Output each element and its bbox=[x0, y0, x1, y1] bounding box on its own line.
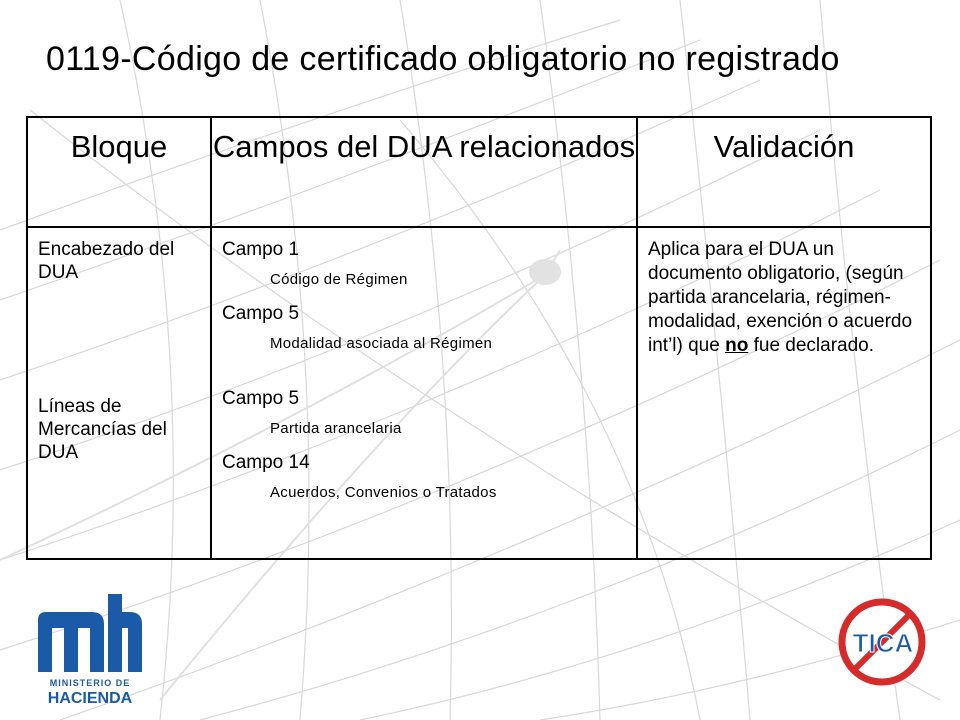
logo-line2: HACIENDA bbox=[47, 690, 133, 707]
table-header-row bbox=[27, 117, 931, 227]
bloque-encabezado: Encabezado del DUA bbox=[38, 239, 175, 283]
campo-item: Campo 14 bbox=[222, 452, 310, 473]
campo-detail: Modalidad asociada al Régimen bbox=[270, 335, 493, 352]
bloque-lineas: Líneas de Mercancías del DUA bbox=[38, 396, 167, 463]
header-bloque: Bloque bbox=[27, 117, 211, 227]
campo-item: Campo 5 bbox=[222, 388, 300, 409]
page-title: 0119-Código de certificado obligatorio no registrado bbox=[46, 40, 840, 78]
tica-text: TICA bbox=[852, 628, 914, 658]
validation-table bbox=[26, 116, 932, 560]
campos-cell bbox=[211, 227, 637, 559]
table-row bbox=[27, 227, 931, 559]
validacion-text: Aplica para el DUA un documento obligatorio, (según partida arancelaria, régimen-modalidad, exención o acuerdo int’l) que bbox=[648, 239, 913, 356]
header-campos: Campos del DUA relacionados bbox=[211, 117, 637, 227]
bloque-cell bbox=[27, 227, 211, 559]
campo-item: Campo 5 bbox=[222, 303, 300, 324]
campo-detail: Código de Régimen bbox=[270, 271, 408, 288]
tica-logo bbox=[836, 596, 928, 688]
campo-item: Campo 1 bbox=[222, 239, 300, 260]
ministerio-hacienda-logo bbox=[34, 590, 146, 710]
header-validacion: Validación bbox=[637, 117, 931, 227]
validacion-emphasis: no bbox=[725, 335, 749, 356]
campo-detail: Partida arancelaria bbox=[270, 420, 402, 437]
validacion-text-end: fue declarado. bbox=[748, 335, 875, 356]
validacion-cell bbox=[637, 227, 931, 559]
campo-detail: Acuerdos, Convenios o Tratados bbox=[270, 484, 497, 501]
logo-line1: MINISTERIO DE bbox=[49, 678, 131, 688]
